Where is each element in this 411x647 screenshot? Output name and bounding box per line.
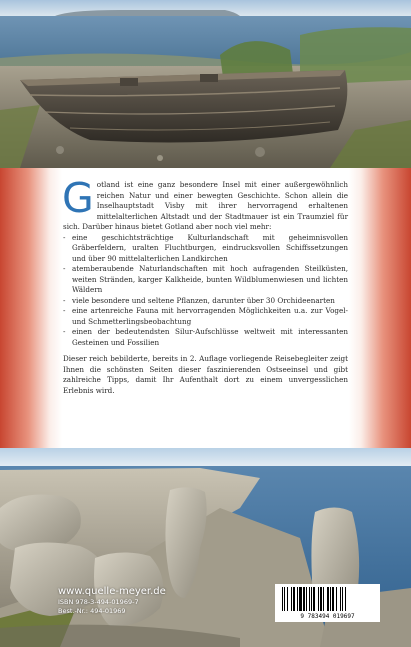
- outro-paragraph: Dieser reich bebilderte, bereits in 2. Auflage vorliegende Reisebegleiter zeigt Ihnen die schönsten Seiten dieser faszinierenden Ostseeinsel und gibt zahlreiche Tipps, damit Ihr Aufenthalt dort zu einem unvergesslichen Erlebnis wird.: [63, 354, 348, 395]
- barcode-digits: 9 783494 019697: [300, 613, 355, 620]
- list-item: - viele besondere und seltene Pflanzen, darunter über 30 Orchideenarten: [63, 296, 348, 307]
- description-text: [62, 174, 348, 396]
- intro-text: otland ist eine ganz besondere Insel mit einer außergewöhnlich reichen Natur und einer bewegten Geschichte. Schon allein die Inselhauptstadt Visby mit ihrer hervorragend erhaltenen mittelalterlichen Altstadt und der Stadtmauer ist ein Traumziel für sich. Darüber hinaus bietet Gotland aber noch viel mehr:: [63, 180, 348, 231]
- drop-cap: G: [62, 174, 94, 222]
- isbn-text: ISBN 978-3-494-01969-7: [58, 598, 139, 606]
- barcode: [275, 584, 380, 622]
- list-item: - eine geschichtsträchtige Kulturlandschaft mit geheimnisvollen Gräberfeldern, uralten Fluchtburgen, eindrucksvollen Schiffssetzungen und über 90 mittelalterlichen Landkirchen: [63, 233, 348, 265]
- order-number: Best.-Nr.: 494-01969: [58, 606, 126, 615]
- barcode-bars: [280, 587, 375, 611]
- publisher-info: [58, 585, 166, 615]
- publisher-url[interactable]: www.quelle-meyer.de: [58, 586, 166, 597]
- list-item: - atemberaubende Naturlandschaften mit hoch aufragenden Steilküsten, weiten Stränden, karger Kalkheide, bunten Wildblumenwiesen und lichten Wäldern: [63, 264, 348, 296]
- feature-list: [63, 233, 348, 349]
- list-item: - eine artenreiche Fauna mit hervorragenden Möglichkeiten u.a. zur Vogel- und Schmetterlingsbeobachtung: [63, 306, 348, 327]
- intro-paragraph: [62, 174, 348, 233]
- boat-shore-photo: [0, 0, 411, 168]
- list-item: - einen der bedeutendsten Silur-Aufschlüsse weltweit mit interessanten Gesteinen und Fossilien: [63, 327, 348, 348]
